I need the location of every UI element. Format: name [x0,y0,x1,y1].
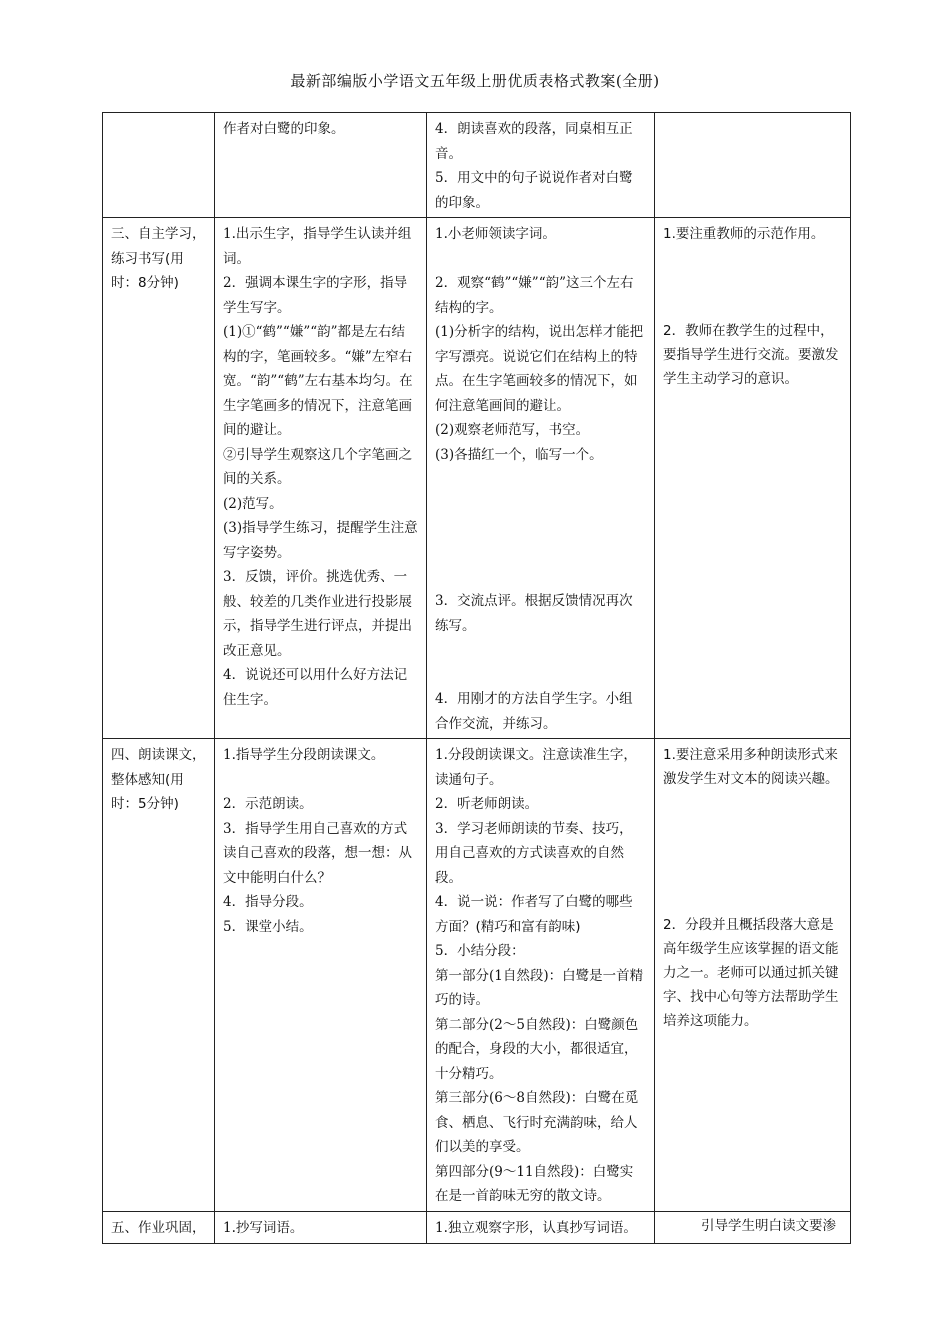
document-title: 最新部编版小学语文五年级上册优质表格式教案(全册) [290,72,660,90]
teacher-item: 1.出示生字，指导学生认读并组词。 [223,226,412,267]
student-item: (2)观察老师范写，书空。 [435,422,590,438]
teacher-item: ②引导学生观察这几个字笔画之间的关系。 [223,446,412,487]
teacher-item: 5．课堂小结。 [223,918,313,935]
design-note-cell [655,113,851,218]
design-note-cell [655,739,851,1212]
table-row [103,113,851,218]
stage-cell [103,1212,215,1244]
student-item: 1.小老师领读字词。 [435,226,556,242]
table-row [103,1212,851,1244]
design-note-cell [655,1212,851,1244]
stage-label: 五、作业巩固， [111,1220,206,1236]
stage-cell [103,218,215,739]
teacher-item: 2．示范朗读。 [223,796,313,812]
student-item: 2．观察“鹤”“嫌”“韵”这三个左右结构的字。 [435,275,634,316]
design-note: 2．教师在教学生的过程中，要指导学生进行交流。要激发学生主动学习的意识。 [663,323,839,387]
stage-time: (用时：8分钟) [111,250,184,291]
student-item: 4．用刚才的方法自学生字。小组合作交流，并练习。 [435,691,633,732]
design-note: 引导学生明白读文要渗 [701,1218,836,1234]
teacher-item: 1.抄写词语。 [223,1220,304,1236]
student-item: 5．小结分段： [435,943,525,959]
design-note: 1.要注重教师的示范作用。 [663,226,825,242]
student-activity-cell [427,113,655,218]
stage-cell [103,739,215,1212]
teacher-item: 1.指导学生分段朗读课文。 [223,747,385,763]
student-item: 第二部分(2～5自然段)：白鹭颜色的配合，身段的大小，都很适宜，十分精巧。 [435,1016,639,1082]
teacher-item: (1)①“鹤”“嫌”“韵”都是左右结构的字，笔画较多。“嫌”左窄右宽。“韵”“鹤”左右基本均匀。在生字笔画多的情况下，注意笔画间的避让。 [223,324,413,438]
teacher-item: (3)指导学生练习，提醒学生注意写字姿势。 [223,520,418,561]
student-item: 3．学习老师朗读的节奏、技巧，用自己喜欢的方式读喜欢的自然段。 [435,820,633,886]
stage-time: (用时：5分钟) [111,771,184,812]
teacher-activity-cell [215,739,427,1212]
student-item-text: 4．说一说：作者写了白鹭的哪些方面？ [435,894,633,935]
stage-cell [103,113,215,218]
student-item: (3)各描红一个，临写一个。 [435,446,603,463]
design-note: 1.要注意采用多种朗读形式来激发学生对文本的阅读兴趣。 [663,747,839,787]
teacher-item: 4．指导分段。 [223,894,313,910]
stage-label: 四、朗读课文，整体感知 [111,747,206,788]
student-item: 第一部分(1自然段)：白鹭是一首精巧的诗。 [435,967,644,1008]
teacher-activity-cell [215,218,427,739]
student-activity-cell [427,739,655,1212]
teacher-item: 4．说说还可以用什么好方法记住生字。 [223,667,408,708]
student-item: 第三部分(6～8自然段)：白鹭在觅食、栖息、飞行时充满韵味，给人们以美的享受。 [435,1090,639,1155]
student-item-answer: (精巧和富有韵味) [475,918,581,935]
stage-label: 三、自主学习，练习书写 [111,226,206,267]
student-item: 5．用文中的句子说说作者对白鹭的印象。 [435,170,633,211]
student-item: (1)分析字的结构，说出怎样才能把字写漂亮。说说它们在结构上的特点。在生字笔画较多的情况下，如何注意笔画间的避让。 [435,324,644,414]
student-item [435,890,646,939]
design-note: 2．分段并且概括段落大意是高年级学生应该掌握的语文能力之一。老师可以通过抓关键字、找中心句等方法帮助学生培养这项能力。 [663,917,839,1029]
teacher-activity-cell [215,113,427,218]
student-item: 2．听老师朗读。 [435,796,539,812]
teacher-item: 3．指导学生用自己喜欢的方式读自己喜欢的段落，想一想：从文中能明白什么？ [223,820,412,886]
lesson-plan-table [102,112,851,1244]
table-row [103,218,851,739]
teacher-item: 2．强调本课生字的字形，指导学生写字。 [223,275,408,316]
teacher-item: 3．反馈，评价。挑选优秀、一般、较差的几类作业进行投影展示，指导学生进行评点，并提出改正意见。 [223,569,412,659]
student-item: 第四部分(9～11自然段)：白鹭实在是一首韵味无穷的散文诗。 [435,1163,634,1204]
teacher-activity-cell [215,1212,427,1244]
student-activity-cell [427,218,655,739]
student-item: 1.分段朗读课文。注意读准生字，读通句子。 [435,747,637,788]
design-note-cell [655,218,851,739]
student-activity-cell [427,1212,655,1244]
student-item: 4．朗读喜欢的段落，同桌相互正音。 [435,121,633,162]
student-item: 3．交流点评。根据反馈情况再次练写。 [435,593,633,634]
teacher-item: 作者对白鹭的印象。 [223,121,345,137]
teacher-item: (2)范写。 [223,495,283,512]
student-item: 1.独立观察字形，认真抄写词语。 [435,1220,637,1236]
table-row [103,739,851,1212]
